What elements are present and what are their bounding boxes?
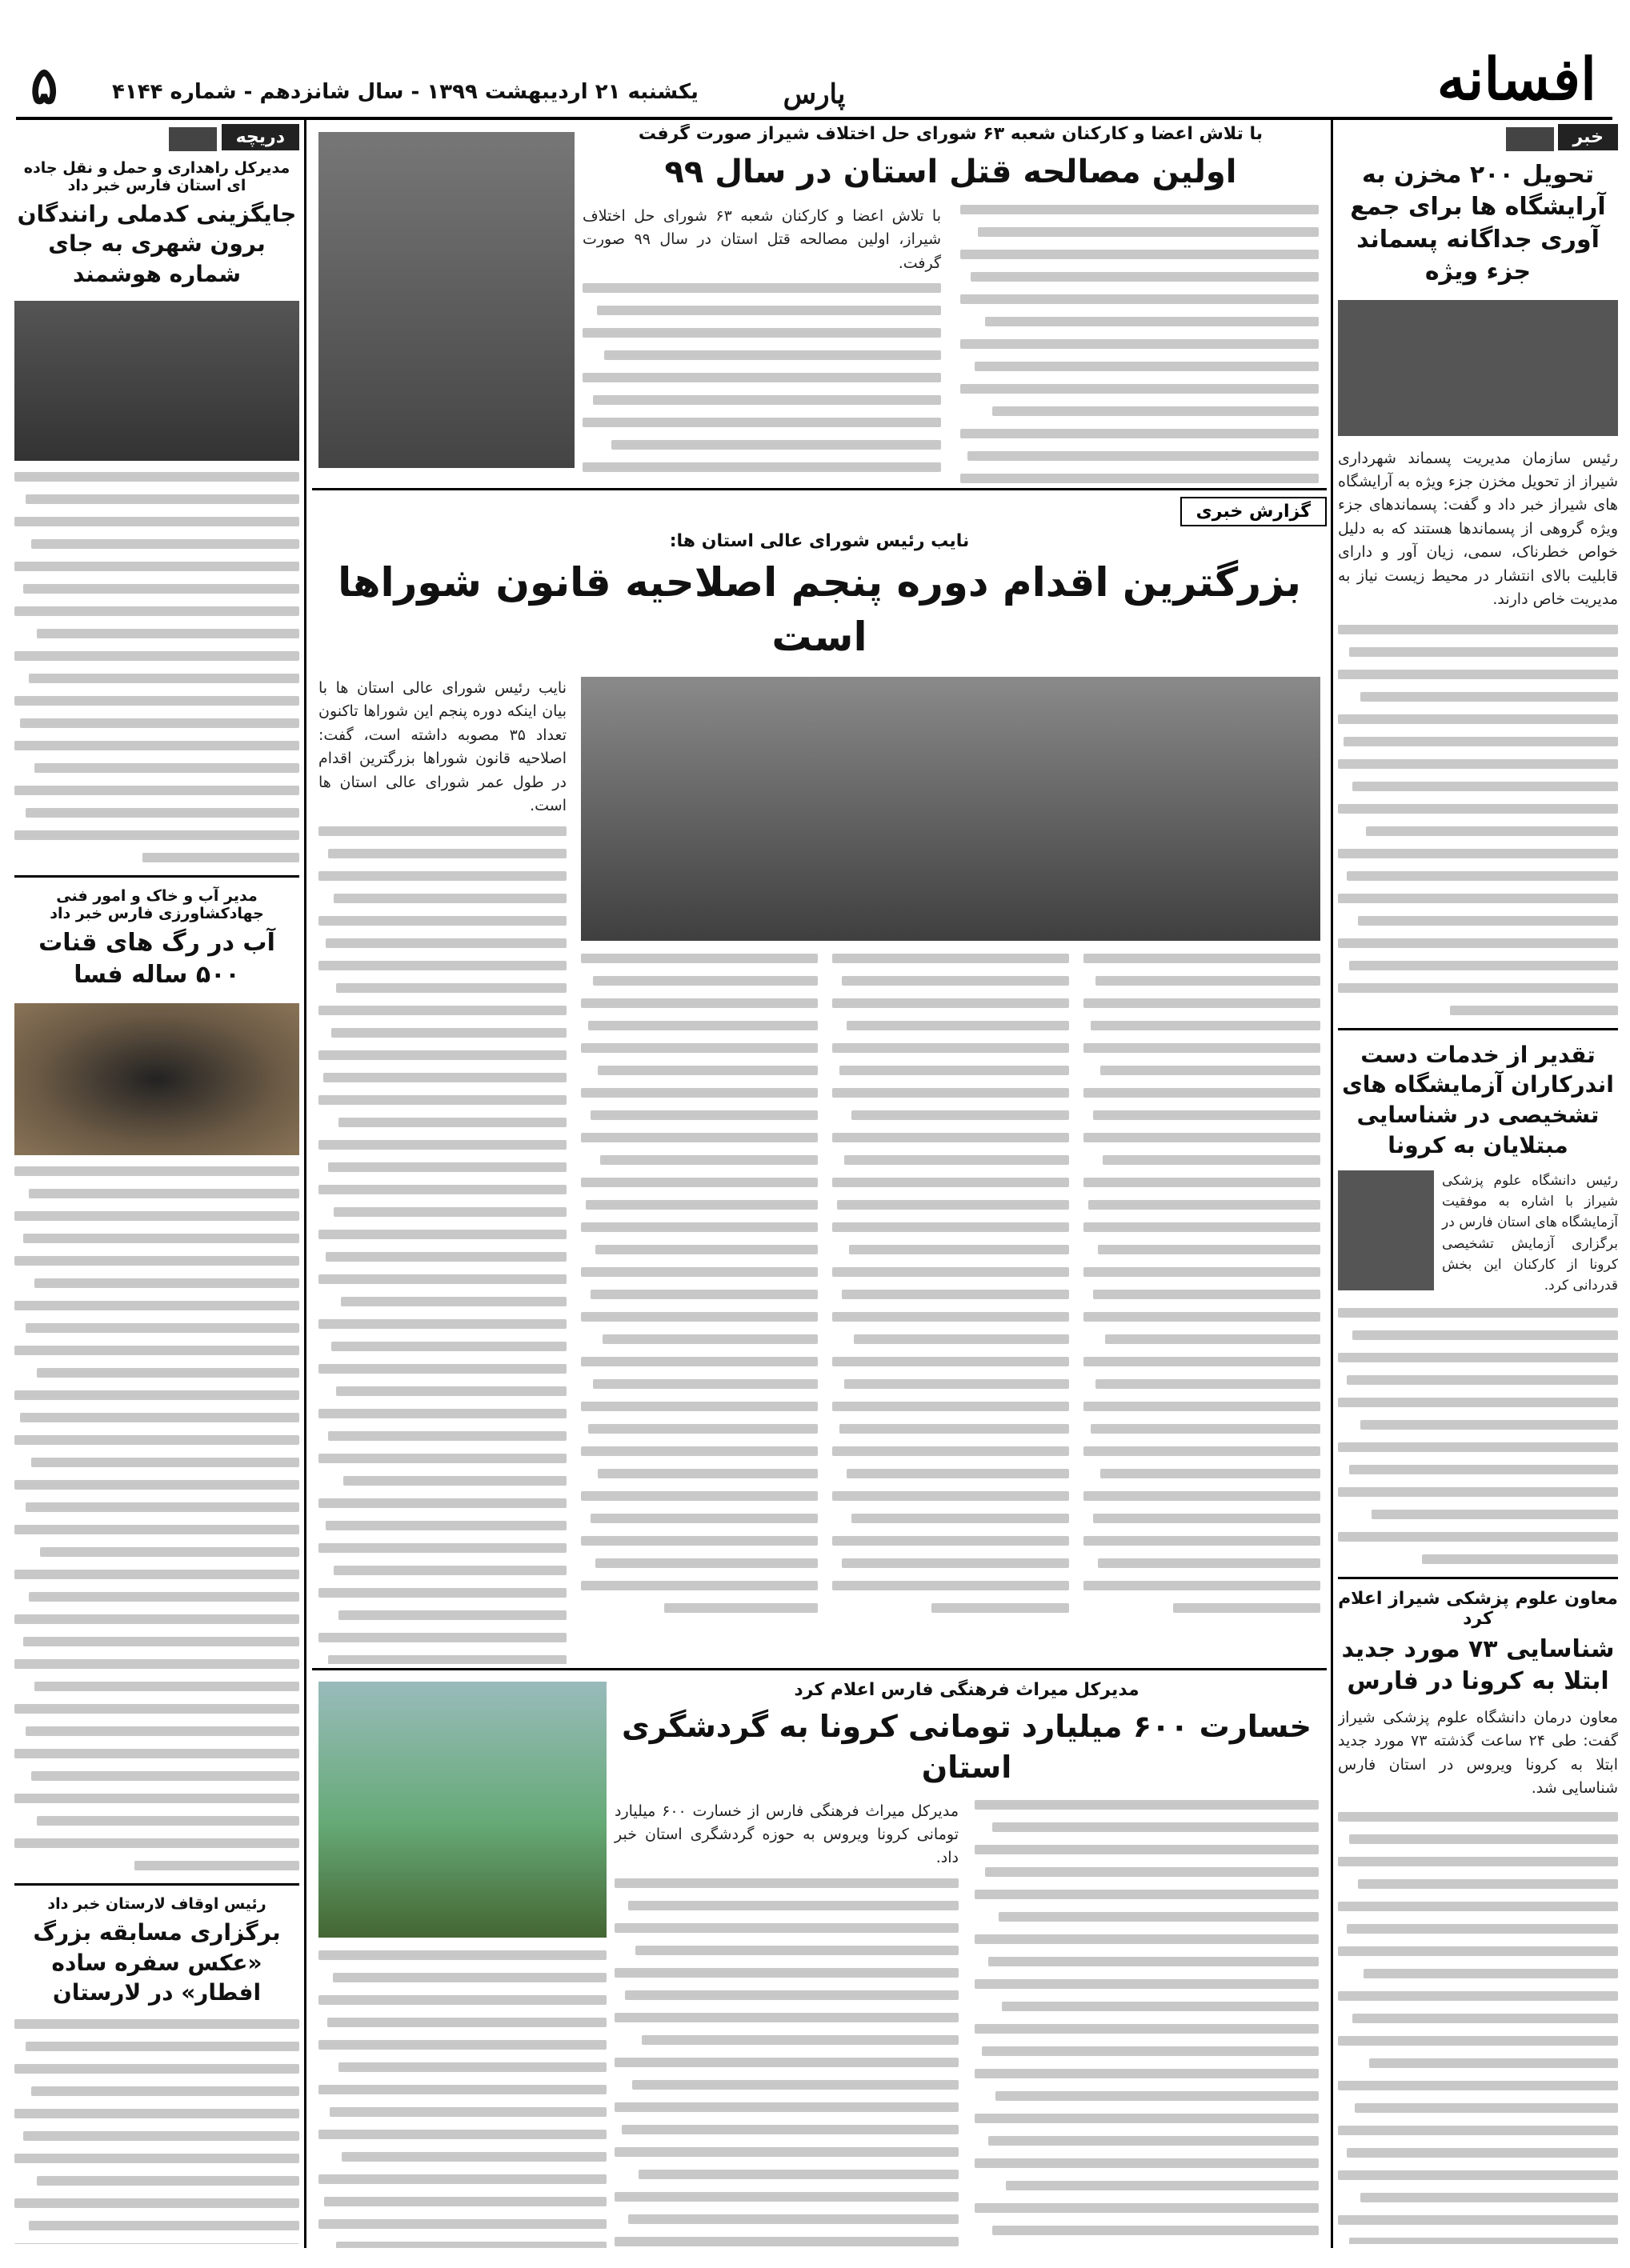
meeting-photo <box>318 132 575 468</box>
svg-text:افسانه: افسانه <box>1436 45 1596 113</box>
story-lead: مدیرکل میراث فرهنگی فارس از خسارت ۶۰۰ میلیارد تومانی کرونا ویروس به حوزه گردشگری استان خبر داد. <box>615 1802 959 1867</box>
story-lead: با تلاش اعضا و کارکنان شعبه ۶۳ شورای حل اختلاف شیراز، اولین مصالحه قتل استان در سال ۹۹ صورت گرفت. <box>583 207 941 272</box>
kicker: مدیرکل میراث فرهنگی فارس اعلام کرد <box>794 1680 1139 1700</box>
kicker: نایب رئیس شورای عالی استان ها: <box>669 531 970 551</box>
page-number: ۵ <box>30 56 58 116</box>
qanat-photo <box>14 1003 299 1155</box>
headline: تقدیر از خدمات دست اندرکاران آزمایشگاه های تشخیصی در شناسایی مبتلایان به کرونا <box>1342 1041 1614 1158</box>
headline: خسارت ۶۰۰ میلیارد تومانی کرونا به گردشگری استان <box>621 1709 1312 1786</box>
story-lead: نایب رئیس شورای عالی استان ها با بیان اینکه دوره پنجم این شوراها تاکنون تعداد ۳۵ مصوبه داشته است، گفت: اصلاحیه قانون شوراها بزرگترین اقدام در طول عمر شورای عالی استان ها است. <box>318 679 567 815</box>
garden-photo <box>318 1682 607 1938</box>
headline: بزرگترین اقدام دوره پنجم اصلاحیه قانون شوراها است <box>338 559 1301 660</box>
label-icon <box>169 127 217 151</box>
story-lead: رئیس سازمان مدیریت پسماند شهرداری شیراز از تحویل مخزن جزء ویژه به آرایشگاه های شیراز خبر داد و گفت: پسماندهای جزء ویژه گروهی از پسماندها هستند که به دلیل خواص خطرناک، سمی، زیان آور و دارای قابلیت بالای انتشار در محیط زیست نیاز به مدیریت خاص دارند. <box>1338 449 1618 609</box>
portrait-photo <box>1338 1170 1434 1290</box>
section-name: پارس <box>783 78 846 110</box>
bottom-story <box>312 1668 1327 2248</box>
headline: اولین مصالحه قتل استان در سال ۹۹ <box>664 154 1237 190</box>
story-lead: معاون درمان دانشگاه علوم پزشکی شیراز گفت: طی ۲۴ ساعت گذشته ۷۳ مورد جدید ابتلا به کرونا ویروس در استان فارس شناسایی شد. <box>1338 1708 1618 1798</box>
section-label: گزارش خبری <box>1180 497 1327 526</box>
headline: شناسایی ۷۳ مورد جدید ابتلا به کرونا در فارس <box>1341 1634 1615 1696</box>
kicker: رئیس اوقاف لارستان خبر داد <box>47 1894 266 1913</box>
main-story <box>312 488 1327 1664</box>
right-column <box>1338 124 1618 2244</box>
left-column <box>14 124 299 2244</box>
label-icon <box>1506 127 1554 151</box>
story-lead: رئیس دانشگاه علوم پزشکی شیراز با اشاره به موفقیت آزمایشگاه های استان فارس در برگزاری آزمایش تشخیصی کرونا از کارکنان این بخش قدردانی کرد. <box>1442 1172 1618 1294</box>
speaker-photo <box>581 677 1320 941</box>
news-photo <box>1338 300 1618 436</box>
kicker: مدیرکل راهداری و حمل و نقل جاده ای استان فارس خبر داد <box>23 158 290 194</box>
column-divider <box>1331 120 1333 2248</box>
masthead <box>16 32 1612 120</box>
kicker: مدیر آب و خاک و امور فنی جهادکشاورزی فارس خبر داد <box>50 886 264 922</box>
issue-info: یکشنبه ۲۱ اردیبهشت ۱۳۹۹ - سال شانزدهم - شماره ۴۱۴۴ <box>112 80 699 104</box>
headline: آب در رگ های قنات ۵۰۰ ساله فسا <box>38 928 275 990</box>
kicker: معاون علوم پزشکی شیراز اعلام کرد <box>1338 1588 1618 1629</box>
top-story <box>312 124 1327 484</box>
kicker: با تلاش اعضا و کارکنان شعبه ۶۳ شورای حل اختلاف شیراز صورت گرفت <box>638 124 1264 144</box>
headline: برگزاری مسابقه بزرگ «عکس سفره ساده افطار» در لارستان <box>33 1918 281 2006</box>
section-label: دریچه <box>222 124 299 150</box>
headline: تحویل ۲۰۰ مخزن به آرایشگاه ها برای جمع آوری جداگانه پسماند جزء ویژه <box>1350 160 1606 286</box>
portrait-photo <box>14 301 299 461</box>
section-label: خبر <box>1558 124 1618 150</box>
column-divider <box>304 120 306 2248</box>
headline: جایگزینی کدملی رانندگان برون شهری به جای شماره هوشمند <box>17 200 297 288</box>
